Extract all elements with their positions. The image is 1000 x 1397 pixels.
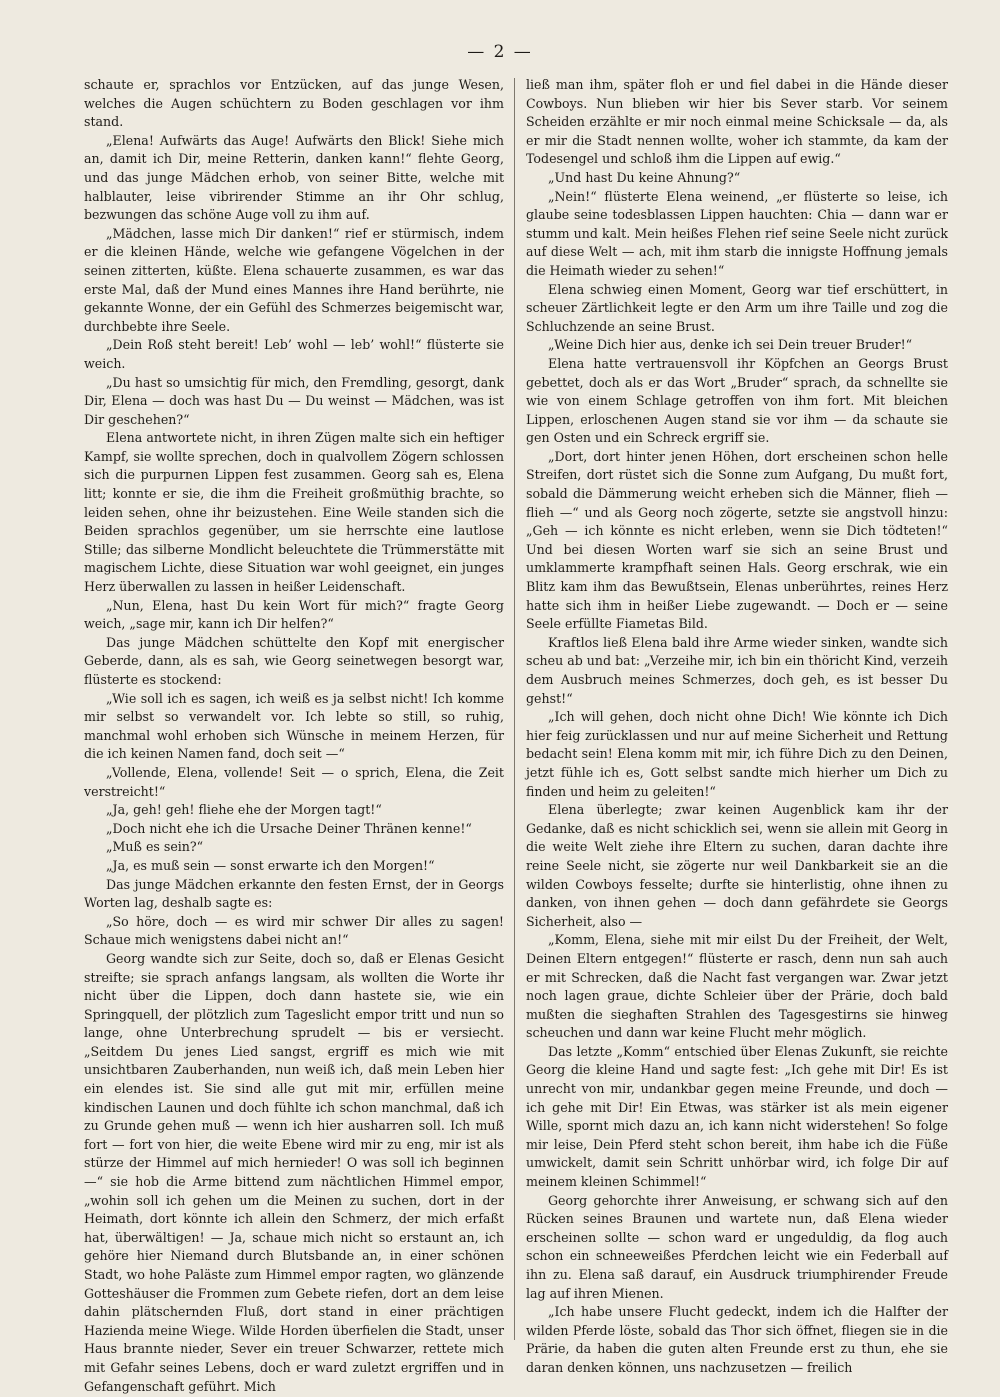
paragraph: Elena schwieg einen Moment, Georg war tief erschüttert, in scheuer Zärtlichkeit legte er den Arm um ihre Taille und zog die Schluchzende an seine Brust.: [526, 281, 948, 334]
paragraph: „Doch nicht ehe ich die Ursache Deiner Thränen kenne!“: [106, 820, 472, 836]
paragraph: ließ man ihm, später floh er und fiel dabei in die Hände dieser Cowboys. Nun blieben wir hier bis Sever starb. Vor seinem Scheiden erzählte er mir noch einmal meine Schicksale — da, als er mir die Stadt nennen wollte, woher ich stammte, da kam der Todesengel und schloß ihm die Lippen auf ewig.“: [526, 77, 948, 167]
paragraph: „So höre, doch — es wird mir schwer Dir alles zu sagen! Schaue mich wenigstens dabei nicht an!“: [84, 913, 504, 948]
paragraph: „Ich will gehen, doch nicht ohne Dich! Wie könnte ich Dich hier feig zurücklassen und nur auf meine Sicherheit und Rettung bedacht sein! Elena komm mit mir, ich führe Dich zu den Deinen, jetzt fühle ich es, Gott selbst sandte mich hierher um Dich zu finden und heim zu geleiten!“: [526, 709, 948, 799]
paragraph: schaute er, sprachlos vor Entzücken, auf das junge Wesen, welches die Augen schüchtern zu Boden geschlagen vor ihm stand.: [84, 77, 504, 130]
column-divider: [514, 78, 515, 1340]
paragraph: „Du hast so umsichtig für mich, den Fremdling, gesorgt, dank Dir, Elena — doch was hast Du — Du weinst — Mädchen, was ist Dir geschehen?“: [84, 374, 504, 427]
paragraph: Elena hatte vertrauensvoll ihr Köpfchen an Georgs Brust gebettet, doch als er das Wort „Bruder“ sprach, da schnellte sie wie von einem Schlage getroffen von ihm fort. Mit bleichen Lippen, erloschenen Augen stand sie vor ihm — da schaute sie gen Osten und ein Schreck ergriff sie.: [526, 355, 948, 446]
paragraph: „Ich habe unsere Flucht gedeckt, indem ich die Halfter der wilden Pferde löste, sobald das Thor sich öffnet, fliegen sie in die Prärie, da haben die guten alten Freunde erst zu thun, ehe sie daran denken können, uns nachzusetzen — freilich: [526, 1304, 948, 1375]
paragraph: „Komm, Elena, siehe mit mir eilst Du der Freiheit, der Welt, Deinen Eltern entgegen!“ flüsterte er rasch, denn nun sah auch er mit Schrecken, daß die Nacht fast vergangen war. Zwar jetzt noch lagen graue, dichte Schleier über der Prärie, doch bald mußten die sieghaften Strahlen des Tagesgestirns sie hinweg scheuchen und dann war keine Flucht mehr möglich.: [526, 932, 948, 1041]
paragraph: Elena überlegte; zwar keinen Augenblick kam ihr der Gedanke, daß es nicht schicklich sei, wenn sie allein mit Georg in die weite Welt ziehe ihre Eltern zu suchen, daran dachte ihre reine Seele nicht, sie zögerte nur weil Dankbarkeit sie an die wilden Cowboys fesselte; durfte sie hinterlistig, ohne ihnen zu danken, von ihnen gehen — doch dann gefährdete sie Georgs Sicherheit, also —: [526, 802, 948, 929]
paragraph: Das junge Mädchen schüttelte den Kopf mit energischer Geberde, dann, als es sah, wie Georg seinetwegen besorgt war, flüsterte es stockend:: [84, 634, 504, 687]
page-number: — 2 —: [467, 42, 533, 62]
paragraph: Das junge Mädchen erkannte den festen Ernst, der in Georgs Worten lag, deshalb sagte es:: [84, 876, 504, 911]
paragraph: Georg wandte sich zur Seite, doch so, daß er Elenas Gesicht streifte; sie sprach anfangs langsam, als wollten die Worte ihr nicht über die Lippen, doch dann hastete sie, wie ein Springquell, der plötzlich zum Tageslicht empor tritt und nun so lange, ohne Unterbrechung sprudelt — bis er versiecht. „Seitdem Du jenes Lied sangst, ergriff es mich wie mit unsichtbaren Zauberhanden, nun weiß ich, daß mein Leben hier ein elendes ist. Sie sind alle gut mit mir, erfüllen meine kindischen Launen und doch fühlte ich schon manchmal, daß ich zu Grunde gehen muß — wenn ich hier ausharren soll. Ich muß fort — fort von hier, die weite Ebene wird mir zu eng, mir ist als stürze der Himmel auf mich hernieder! O was soll ich beginnen —“ sie hob die Arme bittend zum nächtlichen Himmel empor, „wohin soll ich gehen um die Meinen zu suchen, dort in der Heimath, dort könnte ich allein den Schmerz, der mich erfaßt hat, überwältigen! — Ja, schaue mich nicht so erstaunt an, ich gehöre hier Niemand durch Blutsbande an, in einer schönen Stadt, wo hohe Paläste zum Himmel empor ragten, wo glänzende Gotteshäuser die Frommen zum Gebete riefen, dort an dem leise dahin plätschernden Fluß, dort stand in einer prächtigen Hazienda meine Wiege. Wilde Horden überfielen die Stadt, unser Haus brannte nieder, Sever ein treuer Schwarzer, rettete mich mit Gefahr seines Lebens, doch er ward zuletzt ergriffen und in Gefangenschaft geführt. Mich: [84, 950, 504, 1394]
paragraph: Georg gehorchte ihrer Anweisung, er schwang sich auf den Rücken seines Braunen und wartete nun, daß Elena wieder erscheinen sollte — schon ward er ungeduldig, da flog auch schon ein schneeweißes Pferdchen leicht wie ein Federball auf ihn zu. Elena saß darauf, ein Ausdruck triumphirender Freude lag auf ihren Mienen.: [526, 1192, 948, 1301]
paragraph: „Ja, geh! geh! fliehe ehe der Morgen tagt!“: [106, 802, 382, 818]
paragraph: „Weine Dich hier aus, denke ich sei Dein treuer Bruder!“: [548, 337, 913, 353]
paragraph: „Nein!“ flüsterte Elena weinend, „er flüsterte so leise, ich glaube seine todesblassen Lippen hauchten: Chia — dann war er stumm und kalt. Mein heißes Flehen rief seine Seele nicht zurück auf diese Welt — ach, mit ihm starb die innigste Hoffnung jemals die Heimath wieder zu sehen!“: [526, 188, 948, 278]
paragraph: „Wie soll ich es sagen, ich weiß es ja selbst nicht! Ich komme mir selbst so verwandelt vor. Ich lebte so still, so ruhig, manchmal wohl erhoben sich Wünsche in meinem Herzen, für die ich keinen Namen fand, doch seit —“: [84, 690, 504, 762]
paragraph: „Mädchen, lasse mich Dir danken!“ rief er stürmisch, indem er die kleinen Hände, welche wie gefangene Vögelchen in der seinen zitterten, küßte. Elena schauerte zusammen, es war das erste Mal, daß der Mund eines Mannes ihre Hand berührte, nie gekannte Wonne, der ein Gefühl des Schmerzes beigemischt war, durchbebte ihre Seele.: [84, 225, 504, 334]
paragraph: Kraftlos ließ Elena bald ihre Arme wieder sinken, wandte sich scheu ab und bat: „Verzeihe mir, ich bin ein thöricht Kind, verzeih dem Ausbruch meines Schmerzes, doch geh, es ist besser Du gehst!“: [526, 634, 948, 706]
paragraph: „Und hast Du keine Ahnung?“: [548, 169, 741, 185]
paragraph: „Dort, dort hinter jenen Höhen, dort erscheinen schon helle Streifen, dort rüstet sich die Sonne zum Aufgang, Du mußt fort, sobald die Dämmerung weicht erheben sich die Männer, flieh — flieh —“ und als Georg noch zögerte, setzte sie angstvoll hinzu: „Geh — ich könnte es nicht erleben, wenn sie Dich tödteten!“ Und bei diesen Worten warf sie sich an seine Brust und umklammerte krampfhaft seinen Hals. Georg erschrak, wie ein Blitz kam ihm das Bewußtsein, Elenas unberührtes, reines Herz hatte sich ihm in heißer Liebe zugewandt. — Doch er — seine Seele erfüllte Fiametas Bild.: [526, 448, 948, 632]
paragraph: „Vollende, Elena, vollende! Seit — o sprich, Elena, die Zeit verstreicht!“: [84, 764, 504, 799]
paragraph: „Muß es sein?“: [106, 839, 204, 855]
left-text-column: [84, 76, 504, 1394]
paragraph: „Dein Roß steht bereit! Leb’ wohl — leb’ wohl!“ flüsterte sie weich.: [84, 337, 504, 371]
paragraph: „Elena! Aufwärts das Auge! Aufwärts den Blick! Siehe mich an, damit ich Dir, meine Retterin, danken kann!“ flehte Georg, und das junge Mädchen erhob, von seiner Bitte, welche mit halblauter, leise vibrirender Stimme an ihr Ohr schlug, bezwungen das schöne Auge voll zu ihm auf.: [84, 132, 504, 223]
right-text-column: [526, 76, 948, 1375]
paragraph: „Nun, Elena, hast Du kein Wort für mich?“ fragte Georg weich, „sage mir, kann ich Dir helfen?“: [84, 597, 504, 632]
paragraph: Das letzte „Komm“ entschied über Elenas Zukunft, sie reichte Georg die kleine Hand und sagte fest: „Ich gehe mit Dir! Es ist unrecht von mir, undankbar gegen meine Freunde, und doch — ich gehe mit Dir! Ein Etwas, was stärker ist als mein eigener Wille, spornt mich dazu an, ich kann nicht widerstehen! So folge mir leise, Dein Pferd steht schon bereit, ihm habe ich die Füße umwickelt, damit sein Schritt unhörbar wird, ich folge Dir auf meinem kleinen Schimmel!“: [526, 1043, 948, 1190]
paragraph: Elena antwortete nicht, in ihren Zügen malte sich ein heftiger Kampf, sie wollte sprechen, doch in qualvollem Zögern schlossen sich die purpurnen Lippen fest zusammen. Georg sah es, Elena litt; konnte er sie, die ihm die Freiheit großmüthig brachte, so leiden sehen, ohne ihr beizustehen. Eine Weile standen sich die Beiden sprachlos gegenüber, um sie herrschte eine lautlose Stille; das silberne Mondlicht beleuchtete die Trümmerstätte mit magischem Lichte, diese Situation war wohl geeignet, ein junges Herz überwallen zu lassen in heißer Leidenschaft.: [84, 430, 504, 595]
paragraph: „Ja, es muß sein — sonst erwarte ich den Morgen!“: [106, 857, 435, 873]
